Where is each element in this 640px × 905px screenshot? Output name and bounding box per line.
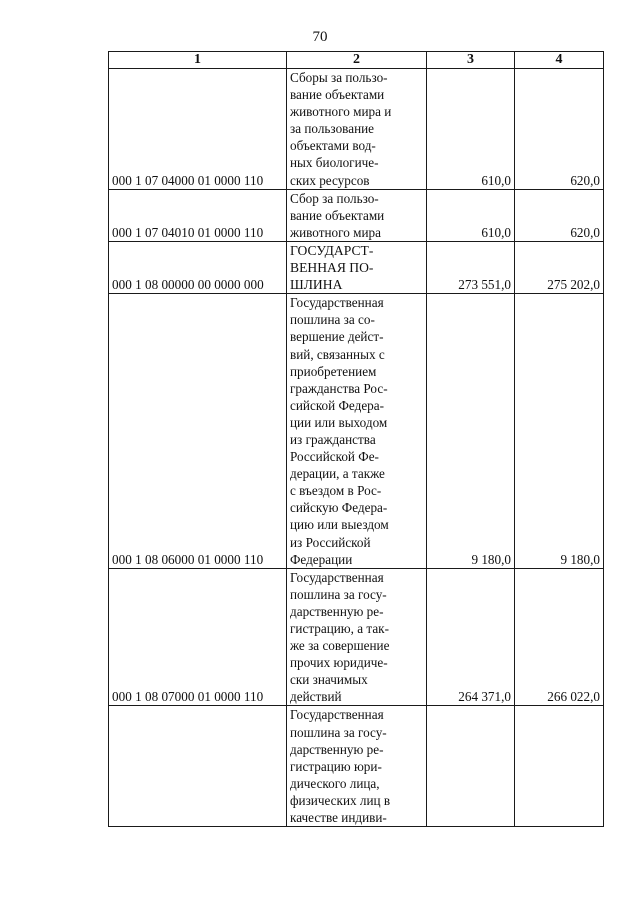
table-row — [109, 568, 604, 706]
table-row — [109, 189, 604, 241]
name-line: с въездом в Рос- — [290, 483, 382, 499]
amount-col4-cell — [515, 706, 604, 827]
table-header-row — [109, 52, 604, 69]
name-line: объектами вод- — [290, 138, 376, 154]
revenue-name-cell — [287, 69, 427, 190]
amount-col4-cell: 9 180,0 — [515, 294, 604, 569]
budget-code-cell: 000 1 08 06000 01 0000 110 — [109, 294, 287, 569]
name-line: дерации, а также — [290, 466, 385, 482]
name-line: качестве индиви- — [290, 810, 387, 826]
name-line: прочих юридиче- — [290, 655, 388, 671]
name-line: гистрацию юри- — [290, 758, 382, 774]
name-line: вершение дейст- — [290, 329, 384, 345]
budget-code-cell: 000 1 07 04010 01 0000 110 — [109, 189, 287, 241]
name-line: пошлина за госу- — [290, 724, 387, 740]
amount-col3-cell: 9 180,0 — [427, 294, 515, 569]
revenue-name-cell — [287, 706, 427, 827]
amount-col4-cell: 620,0 — [515, 189, 604, 241]
revenue-name-cell — [287, 294, 427, 569]
page-number: 70 — [312, 29, 328, 45]
name-line: сийскую Федера- — [290, 500, 388, 516]
name-line: животного мира — [290, 224, 381, 240]
name-line: дарственную ре- — [290, 741, 384, 757]
name-line: ных биологиче- — [290, 155, 379, 171]
name-line: гистрацию, а так- — [290, 621, 389, 636]
name-line: Сборы за пользо- — [290, 70, 388, 85]
name-line: физических лиц в — [290, 792, 391, 808]
amount-col3-cell: 264 371,0 — [427, 568, 515, 706]
column-header-1: 1 — [109, 52, 287, 69]
revenue-name-cell — [287, 568, 427, 706]
name-line: за пользование — [290, 121, 375, 137]
name-line: дического лица, — [290, 775, 380, 791]
column-header-4: 4 — [515, 52, 604, 69]
name-line: ции или выходом — [290, 414, 388, 430]
revenue-name-cell — [287, 241, 427, 293]
name-line: из гражданства — [290, 431, 376, 447]
name-line: Сбор за пользо- — [290, 190, 379, 206]
name-line: Государственная — [290, 569, 384, 585]
budget-code-cell: 000 1 08 07000 01 0000 110 — [109, 568, 287, 706]
name-line: действий — [290, 689, 342, 705]
name-line: же за совершение — [290, 638, 390, 654]
budget-code-cell — [109, 706, 287, 827]
name-line: животного мира и — [290, 104, 392, 120]
name-line: пошлина за со- — [290, 312, 375, 328]
name-line: ских ресурсов — [290, 172, 370, 188]
name-line: приобретением — [290, 363, 377, 379]
name-line: ГОСУДАРСТ- — [290, 242, 374, 258]
amount-col3-cell — [427, 706, 515, 827]
budget-code-cell: 000 1 07 04000 01 0000 110 — [109, 69, 287, 190]
name-line: Государственная — [290, 295, 384, 311]
name-line: дарственную ре- — [290, 603, 384, 619]
amount-col3-cell: 610,0 — [427, 69, 515, 190]
amount-col3-cell: 273 551,0 — [427, 241, 515, 293]
budget-table — [108, 51, 604, 827]
revenue-name-cell — [287, 189, 427, 241]
table-body — [109, 69, 604, 827]
name-line: Российской Фе- — [290, 449, 379, 465]
name-line: вий, связанных с — [290, 346, 385, 362]
name-line: Федерации — [290, 551, 353, 567]
name-line: цию или выездом — [290, 517, 389, 533]
amount-col4-cell: 266 022,0 — [515, 568, 604, 706]
column-header-3: 3 — [427, 52, 515, 69]
table-row — [109, 294, 604, 569]
name-line: гражданства Рос- — [290, 380, 388, 396]
column-header-2: 2 — [287, 52, 427, 69]
name-line: вание объектами — [290, 207, 385, 223]
table-row — [109, 706, 604, 827]
table-row — [109, 241, 604, 293]
name-line: сийской Федера- — [290, 397, 385, 413]
budget-code-cell: 000 1 08 00000 00 0000 000 — [109, 241, 287, 293]
amount-col3-cell: 610,0 — [427, 189, 515, 241]
name-line: вание объектами — [290, 87, 385, 103]
name-line: Государственная — [290, 707, 384, 723]
table-row — [109, 69, 604, 190]
amount-col4-cell: 620,0 — [515, 69, 604, 190]
name-line: ски значимых — [290, 672, 368, 688]
amount-col4-cell: 275 202,0 — [515, 241, 604, 293]
name-line: пошлина за госу- — [290, 586, 387, 602]
name-line: из Российской — [290, 534, 371, 550]
name-line: ШЛИНА — [290, 277, 343, 293]
name-line: ВЕННАЯ ПО- — [290, 260, 374, 276]
